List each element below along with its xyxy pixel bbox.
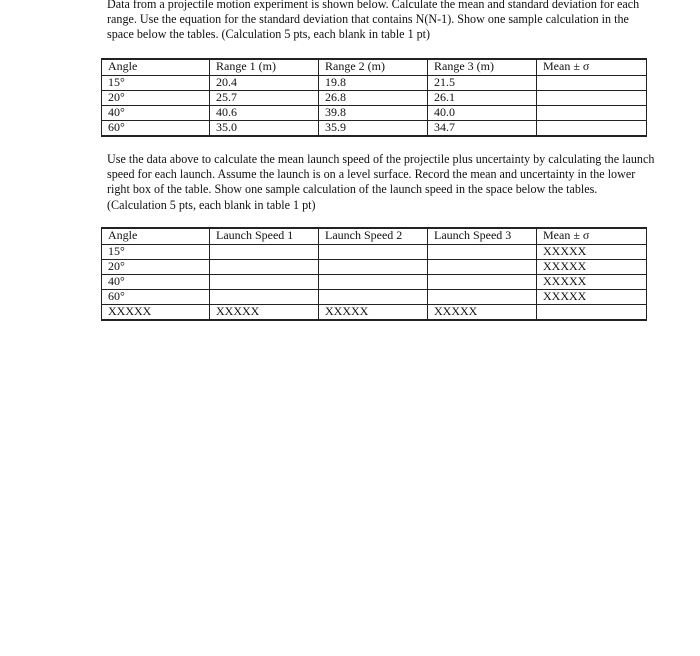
- cell-angle: 15°: [102, 245, 210, 260]
- cell-angle: 40°: [102, 106, 210, 121]
- cell-crossed: XXXXX: [319, 305, 428, 321]
- table-row: [102, 106, 647, 121]
- cell-mean-blank[interactable]: [537, 91, 647, 106]
- header-mean-sigma: Mean ± σ: [537, 228, 647, 245]
- cell-range-2: 26.8: [319, 91, 428, 106]
- cell-speed-1-blank[interactable]: [210, 275, 319, 290]
- cell-speed-1-blank[interactable]: [210, 290, 319, 305]
- speed-table-header-row: [102, 228, 647, 245]
- cell-speed-3-blank[interactable]: [428, 245, 537, 260]
- cell-range-1: 40.6: [210, 106, 319, 121]
- header-launch-speed-1: Launch Speed 1: [210, 228, 319, 245]
- cell-mean-blank[interactable]: [537, 76, 647, 91]
- cell-final-mean-blank[interactable]: [537, 305, 647, 321]
- table-row: [102, 76, 647, 91]
- header-angle: Angle: [102, 59, 210, 76]
- header-range-2: Range 2 (m): [319, 59, 428, 76]
- table-row: [102, 260, 647, 275]
- cell-mean-blank[interactable]: [537, 106, 647, 121]
- cell-range-2: 35.9: [319, 121, 428, 137]
- cell-range-3: 40.0: [428, 106, 537, 121]
- cell-range-1: 20.4: [210, 76, 319, 91]
- cell-range-3: 21.5: [428, 76, 537, 91]
- range-table-header-row: [102, 59, 647, 76]
- cell-angle: 20°: [102, 260, 210, 275]
- cell-speed-2-blank[interactable]: [319, 275, 428, 290]
- cell-crossed: XXXXX: [428, 305, 537, 321]
- cell-range-1: 35.0: [210, 121, 319, 137]
- cell-range-2: 19.8: [319, 76, 428, 91]
- cell-speed-3-blank[interactable]: [428, 290, 537, 305]
- table-row: [102, 275, 647, 290]
- header-mean-sigma: Mean ± σ: [537, 59, 647, 76]
- table-row: [102, 91, 647, 106]
- range-table: [101, 58, 647, 137]
- cell-mean-crossed: XXXXX: [537, 290, 647, 305]
- table-row: [102, 245, 647, 260]
- cell-angle: 20°: [102, 91, 210, 106]
- instructions-launch-speed: Use the data above to calculate the mean launch speed of the projectile plus uncertainty by calculating the launch speed for each launch. Assume the launch is on a level surface. Record the mean and uncertainty in the lower right box of the table. Show one sample calculation of the launch speed in the space below the tables. (Calculation 5 pts, each blank in table 1 pt): [107, 152, 655, 212]
- cell-angle: 40°: [102, 275, 210, 290]
- header-range-1: Range 1 (m): [210, 59, 319, 76]
- cell-speed-2-blank[interactable]: [319, 245, 428, 260]
- header-range-3: Range 3 (m): [428, 59, 537, 76]
- cell-angle: 60°: [102, 121, 210, 137]
- speed-table: [101, 227, 647, 321]
- header-angle: Angle: [102, 228, 210, 245]
- header-launch-speed-2: Launch Speed 2: [319, 228, 428, 245]
- cell-speed-3-blank[interactable]: [428, 260, 537, 275]
- cell-mean-blank[interactable]: [537, 121, 647, 137]
- table-row: [102, 305, 647, 321]
- cell-mean-crossed: XXXXX: [537, 260, 647, 275]
- cell-speed-1-blank[interactable]: [210, 260, 319, 275]
- cell-crossed: XXXXX: [102, 305, 210, 321]
- cell-mean-crossed: XXXXX: [537, 275, 647, 290]
- table-row: [102, 121, 647, 137]
- instructions-range: Data from a projectile motion experiment is shown below. Calculate the mean and standard deviation for each range. Use the equation for the standard deviation that contains N(N-1). Show one sample calculation in the space below the tables. (Calculation 5 pts, each blank in table 1 pt): [107, 0, 640, 42]
- table-row: [102, 290, 647, 305]
- cell-range-1: 25.7: [210, 91, 319, 106]
- cell-range-2: 39.8: [319, 106, 428, 121]
- cell-range-3: 34.7: [428, 121, 537, 137]
- cell-range-3: 26.1: [428, 91, 537, 106]
- cell-angle: 15°: [102, 76, 210, 91]
- cell-mean-crossed: XXXXX: [537, 245, 647, 260]
- cell-speed-3-blank[interactable]: [428, 275, 537, 290]
- header-launch-speed-3: Launch Speed 3: [428, 228, 537, 245]
- cell-angle: 60°: [102, 290, 210, 305]
- cell-speed-2-blank[interactable]: [319, 260, 428, 275]
- cell-crossed: XXXXX: [210, 305, 319, 321]
- cell-speed-2-blank[interactable]: [319, 290, 428, 305]
- cell-speed-1-blank[interactable]: [210, 245, 319, 260]
